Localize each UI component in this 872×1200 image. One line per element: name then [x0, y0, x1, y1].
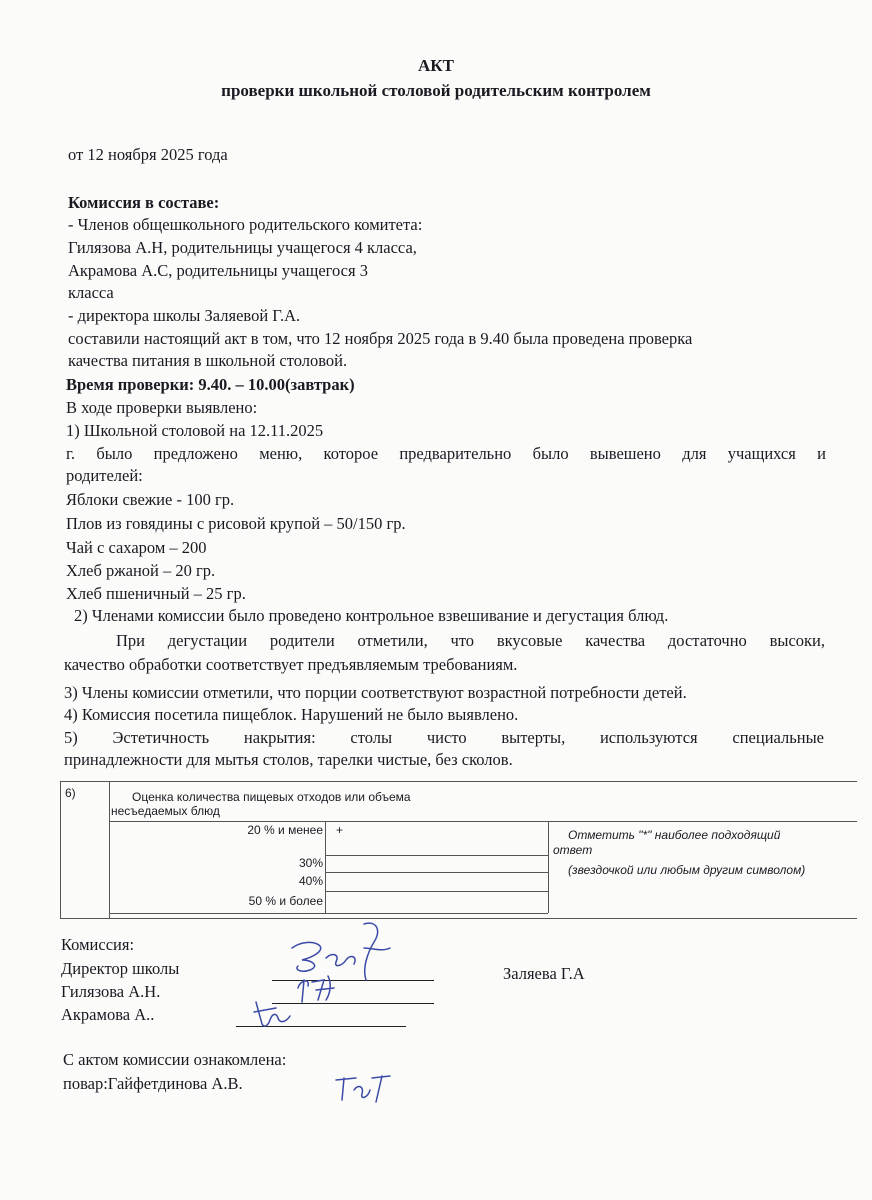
findings-heading: В ходе проверки выявлено:: [66, 398, 258, 417]
option-label: 40%: [298, 874, 323, 888]
selected-mark: +: [336, 823, 344, 837]
item-2-text: При дегустации родители отметили, что вкусовые качества достаточно высоки,: [116, 631, 825, 650]
cook-name: повар:Гайфетдинова А.В.: [63, 1074, 243, 1093]
item-2-text: качество обработки соответствует предъявляемым требованиям.: [64, 655, 518, 674]
table-header: Оценка количества пищевых отходов или объема: [132, 790, 411, 804]
item-1-text: г. было предложено меню, которое предварительно было вывешено для учащихся и: [66, 444, 826, 463]
table-header: несъедаемых блюд: [111, 804, 220, 818]
menu-item: Яблоки свежие - 100 гр.: [66, 490, 235, 509]
akramova-signature: [246, 996, 306, 1032]
acknowledgement: С актом комиссии ознакомлена:: [63, 1050, 287, 1069]
instruction-text: ответ: [553, 843, 593, 857]
menu-item: Плов из говядины с рисовой крупой – 50/150 гр.: [66, 514, 406, 533]
act-text: составили настоящий акт в том, что 12 ноября 2025 года в 9.40 была проведена проверка: [68, 329, 693, 348]
item-1-text: родителей:: [66, 466, 143, 485]
option-label: 50 % и более: [248, 894, 323, 908]
signatory-role: Директор школы: [61, 959, 180, 978]
date-line: от 12 ноября 2025 года: [68, 145, 228, 164]
signatory-role: Акрамова А..: [61, 1005, 155, 1024]
document-subtitle: проверки школьной столовой родительским контролем: [221, 81, 651, 100]
menu-item: Хлеб ржаной – 20 гр.: [66, 561, 216, 580]
item-1: 1) Школьной столовой на 12.11.2025: [66, 421, 324, 440]
signatory-role: Гилязова А.Н.: [61, 982, 161, 1001]
menu-item: Чай с сахаром – 200: [66, 538, 207, 557]
commission-line: Акрамова А.С, родительницы учащегося 3: [68, 261, 368, 280]
commission-line: - Членов общешкольного родительского комитета:: [68, 215, 423, 234]
item-3: 3) Члены комиссии отметили, что порции соответствуют возрастной потребности детей.: [64, 683, 687, 702]
commission-line: Гилязова А.Н, родительницы учащегося 4 класса,: [68, 238, 417, 257]
commission-heading: Комиссия в составе:: [68, 193, 220, 212]
signatory-name: Заляева Г.А: [503, 964, 585, 983]
menu-item: Хлеб пшеничный – 25 гр.: [66, 584, 246, 603]
item-4: 4) Комиссия посетила пищеблок. Нарушений не было выявлено.: [64, 705, 519, 724]
instruction-text: (звездочкой или любым другим символом): [568, 863, 806, 877]
act-text: качества питания в школьной столовой.: [68, 351, 348, 370]
commission-line: - директора школы Заляевой Г.А.: [68, 306, 301, 325]
option-label: 30%: [298, 856, 323, 870]
commission-label: Комиссия:: [61, 935, 135, 954]
item-2: 2) Членами комиссии было проведено контрольное взвешивание и дегустация блюд.: [74, 606, 669, 625]
cook-signature: [330, 1070, 400, 1106]
document-title: АКТ: [418, 56, 454, 75]
item-5: 5) Эстетичность накрытия: столы чисто вытерты, используются специальные: [64, 728, 824, 747]
commission-line: класса: [68, 283, 114, 302]
waste-assessment-table: [60, 781, 857, 919]
option-label: 20 % и менее: [247, 823, 323, 837]
item-5-text: принадлежности для мытья столов, тарелки чистые, без сколов.: [64, 750, 513, 769]
instruction-text: Отметить "*" наиболее подходящий: [568, 828, 781, 842]
inspection-time: Время проверки: 9.40. – 10.00(завтрак): [66, 375, 355, 394]
table-row-number: 6): [65, 786, 76, 800]
